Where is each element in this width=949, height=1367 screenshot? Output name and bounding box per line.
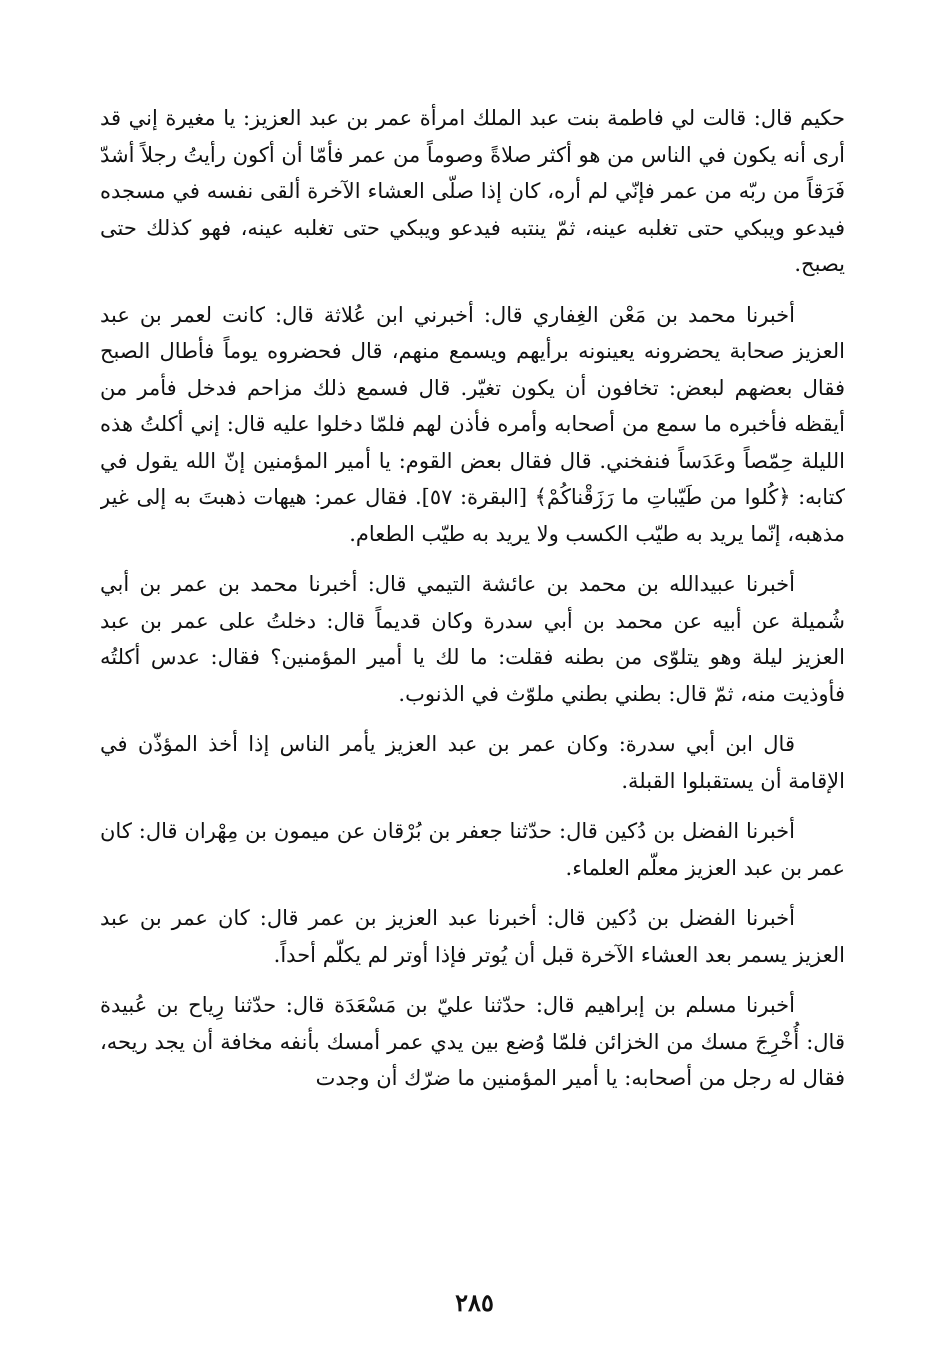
paragraph-1: حكيم قال: قالت لي فاطمة بنت عبد الملك امرأة عمر بن عبد العزيز: يا مغيرة إني قد أرى أنه يكون في الناس من هو أكثر صلاةً وصوماً من عمر فأمّا أن أكون رأيتُ رجلاً أشدّ فَرَقاً من ربّه من عمر فإنّي لم أره، كان إذا صلّى العشاء الآخرة ألقى نفسه في مسجده فيدعو ويبكي حتى تغلبه عينه، ثمّ ينتبه فيدعو ويبكي حتى تغلبه عينه، فهو كذلك حتى يصبح. — [100, 106, 845, 276]
paragraph-4: قال ابن أبي سدرة: وكان عمر بن عبد العزيز يأمر الناس إذا أخذ المؤذّن في الإقامة أن يستقبلوا القبلة. — [100, 732, 845, 793]
paragraph-3: أخبرنا عبيدالله بن محمد بن عائشة التيمي قال: أخبرنا محمد بن عمر بن أبي شُميلة عن أبيه عن محمد بن أبي سدرة وكان قديماً قال: دخلتُ على عمر بن عبد العزيز ليلة وهو يتلوّى من بطنه فقلت: ما لك يا أمير المؤمنين؟ فقال: عدس أكلتُه فأوذيت منه، ثمّ قال: بطني بطني ملوّث في الذنوب. — [100, 572, 845, 706]
page-number: ٢٨٥ — [455, 1288, 494, 1317]
paragraph-5: أخبرنا الفضل بن دُكين قال: حدّثنا جعفر بن بُرْقان عن ميمون بن مِهْران قال: كان عمر بن عبد العزيز معلّم العلماء. — [100, 819, 845, 880]
paragraph-2: أخبرنا محمد بن مَعْن الغِفاري قال: أخبرني ابن عُلاثة قال: كانت لعمر بن عبد العزيز صحابة يحضرونه يعينونه برأيهم ويسمع منهم، قال فحضروه يوماً فأطال الصبح فقال بعضهم لبعض: تخافون أن يكون تغيّر. قال فسمع ذلك مزاحم فدخل فأمر من أيقظه فأخبره ما سمع من أصحابه وأمره فأذن لهم فلمّا دخلوا عليه قال: إني أكلتُ هذه الليلة حِمّصاً وعَدَساً فنفخني. قال فقال بعض القوم: يا أمير المؤمنين إنّ الله يقول في كتابه: ﴿كُلوا من طَيّباتِ ما رَزَقْناكُمْ﴾ [البقرة: ٥٧]. فقال عمر: هيهات ذهبتَ به إلى غير مذهبه، إنّما يريد به طيّب الكسب ولا يريد به طيّب الطعام. — [100, 302, 845, 546]
paragraph-6: أخبرنا الفضل بن دُكين قال: أخبرنا عبد العزيز بن عمر قال: كان عمر بن عبد العزيز يسمر بعد العشاء الآخرة قبل أن يُوتر فإذا أوتر لم يكلّم أحداً. — [100, 906, 845, 967]
paragraph-7: أخبرنا مسلم بن إبراهيم قال: حدّثنا عليّ بن مَسْعَدَة قال: حدّثنا رِياح بن عُبيدة قال: أُخْرِجَ مسك من الخزائن فلمّا وُضع بين يدي عمر أمسك بأنفه مخافة أن يجد ريحه، فقال له رجل من أصحابه: يا أمير المؤمنين ما ضرّك أن وجدت — [100, 993, 845, 1090]
book-page-text — [100, 100, 845, 1330]
